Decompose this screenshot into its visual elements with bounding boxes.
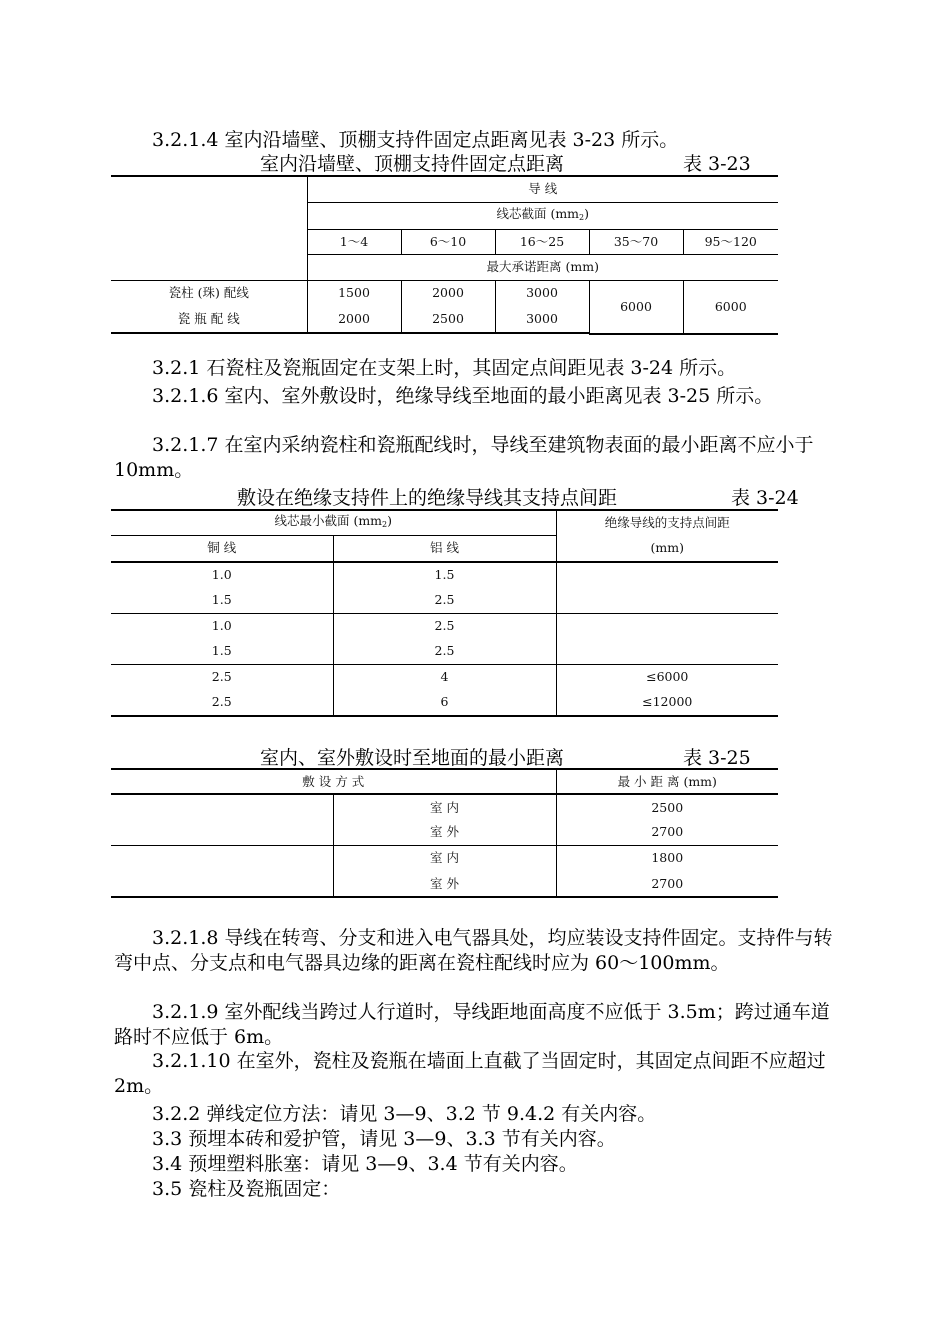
table-3-24-number: 表 3-24 — [731, 487, 799, 509]
table-row: 6 — [333, 689, 556, 716]
table-row — [556, 562, 778, 613]
table-row: 2.5 — [333, 613, 556, 638]
table-3-24-header-unit: (mm) — [650, 540, 684, 555]
table-row: 1.5 — [111, 638, 333, 664]
table-row: 室 外 — [333, 820, 556, 845]
paragraph-3-2-1-10: 3.2.1.10 在室外，瓷柱及瓷瓶在墙面上直截了当固定时，其固定点间距不应超过 2m。 — [114, 1050, 826, 1097]
table-row: 2700 — [556, 871, 778, 897]
paragraph-3-4: 3.4 预埋塑料胀塞：请见 3—9、3.4 节有关内容。 — [152, 1153, 578, 1175]
table-row: 室 内 — [333, 845, 556, 871]
table-3-23-size-4: 35～70 — [589, 229, 683, 254]
table-3-23 — [111, 175, 778, 335]
table-3-23-row-2-value-2: 2500 — [401, 306, 495, 333]
table-3-24-caption: 敷设在绝缘支持件上的绝缘导线其支持点间距 — [237, 487, 618, 509]
table-3-23-size-1: 1～4 — [307, 229, 401, 254]
table-3-25-group-2 — [111, 845, 333, 897]
table-row: 室 内 — [333, 794, 556, 820]
table-row: 2500 — [556, 794, 778, 820]
paragraph-3-3: 3.3 预埋本砖和爱护管，请见 3—9、3.3 节有关内容。 — [152, 1128, 616, 1150]
table-row — [556, 613, 778, 664]
paragraph-3-2-1-6: 3.2.1.6 室内、室外敷设时，绝缘导线至地面的最小距离见表 3-25 所示。 — [152, 385, 774, 407]
table-3-23-row-1-value-3: 3000 — [495, 280, 589, 306]
table-3-25-header-distance: 最 小 距 离 (mm) — [556, 769, 778, 794]
table-3-23-size-2: 6～10 — [401, 229, 495, 254]
table-row: 2.5 — [333, 638, 556, 664]
paragraph-3-2-1-7: 3.2.1.7 在室内采纳瓷柱和瓷瓶配线时，导线至建筑物表面的最小距离不应小于 10mm。 — [114, 434, 814, 481]
table-row: 2700 — [651, 824, 684, 840]
table-row: 室 外 — [333, 871, 556, 897]
table-row: 1800 — [556, 845, 778, 871]
table-row: 1.0 — [111, 613, 333, 638]
table-3-25-caption: 室内、室外敷设时至地面的最小距离 — [260, 747, 565, 769]
table-3-24-header-section: 线芯最小截面 $(mm_2)$ — [111, 510, 556, 535]
table-3-23-row-1-value-1: 1500 — [307, 280, 401, 306]
table-row: 1.5 — [333, 562, 556, 587]
table-row: ≤6000 — [556, 664, 778, 689]
table-3-23-caption: 室内沿墙壁、顶棚支持件固定点距离 — [260, 153, 565, 175]
table-3-24 — [111, 509, 778, 717]
paragraph-3-2-1-8: 3.2.1.8 导线在转弯、分支和进入电气器具处，均应装设支持件固定。支持件与转弯中点、分支点和电气器具边缘的距离在瓷柱配线时应为 60～100mm。 — [114, 927, 833, 974]
table-3-25 — [111, 768, 778, 898]
table-3-24-header-support: 绝缘导线的支持点间距 — [556, 510, 778, 535]
table-3-23-row-2-value-4: 6000 — [589, 280, 683, 333]
table-row: 2.5 — [111, 689, 333, 716]
table-3-24-header-aluminum: 铝 线 — [333, 535, 556, 562]
table-3-23-size-5: 95～120 — [683, 229, 778, 254]
table-3-23-corner — [111, 176, 307, 280]
table-3-23-row-2-value-5: 6000 — [683, 280, 778, 333]
table-3-23-number: 表 3-23 — [683, 153, 751, 175]
table-3-25-number: 表 3-25 — [683, 747, 751, 769]
table-3-23-header-max: 最大承诺距离 (mm) — [486, 259, 599, 274]
table-3-23-row-2-label: 瓷 瓶 配 线 — [111, 306, 307, 333]
table-row: ≤12000 — [556, 689, 778, 716]
table-3-25-header-method: 敷 设 方 式 — [111, 769, 556, 794]
table-3-23-header-wire: 导 线 — [307, 176, 778, 202]
table-row: 1.5 — [111, 587, 333, 613]
paragraph-3-2-1: 3.2.1 石瓷柱及瓷瓶固定在支架上时，其固定点间距见表 3-24 所示。 — [152, 357, 737, 379]
table-3-23-row-2-value-1: 2000 — [307, 306, 401, 333]
table-row: 4 — [333, 664, 556, 689]
table-3-23-row-1-label: 瓷柱 (珠) 配线 — [111, 280, 307, 306]
table-3-25-group-1 — [111, 794, 333, 845]
table-3-23-row-1-value-2: 2000 — [401, 280, 495, 306]
table-3-23-header-section: 线芯截面 $(mm_2)$ — [307, 202, 778, 229]
paragraph-3-5: 3.5 瓷柱及瓷瓶固定： — [152, 1178, 341, 1200]
table-row: 2.5 — [333, 587, 556, 613]
paragraph-3-2-1-9: 3.2.1.9 室外配线当跨过人行道时，导线距地面高度不应低于 3.5m；跨过通车道路时不应低于 6m。 — [114, 1001, 830, 1048]
table-row: 1.0 — [111, 562, 333, 587]
table-3-23-row-2-value-3: 3000 — [495, 306, 589, 333]
paragraph-3-2-1-4: 3.2.1.4 室内沿墙壁、顶棚支持件固定点距离见表 3-23 所示。 — [152, 129, 679, 151]
table-3-24-header-copper: 铜 线 — [111, 535, 333, 562]
paragraph-3-2-2: 3.2.2 弹线定位方法：请见 3—9、3.2 节 9.4.2 有关内容。 — [152, 1103, 657, 1125]
table-row: 2.5 — [111, 664, 333, 689]
table-3-23-size-3: 16～25 — [495, 229, 589, 254]
